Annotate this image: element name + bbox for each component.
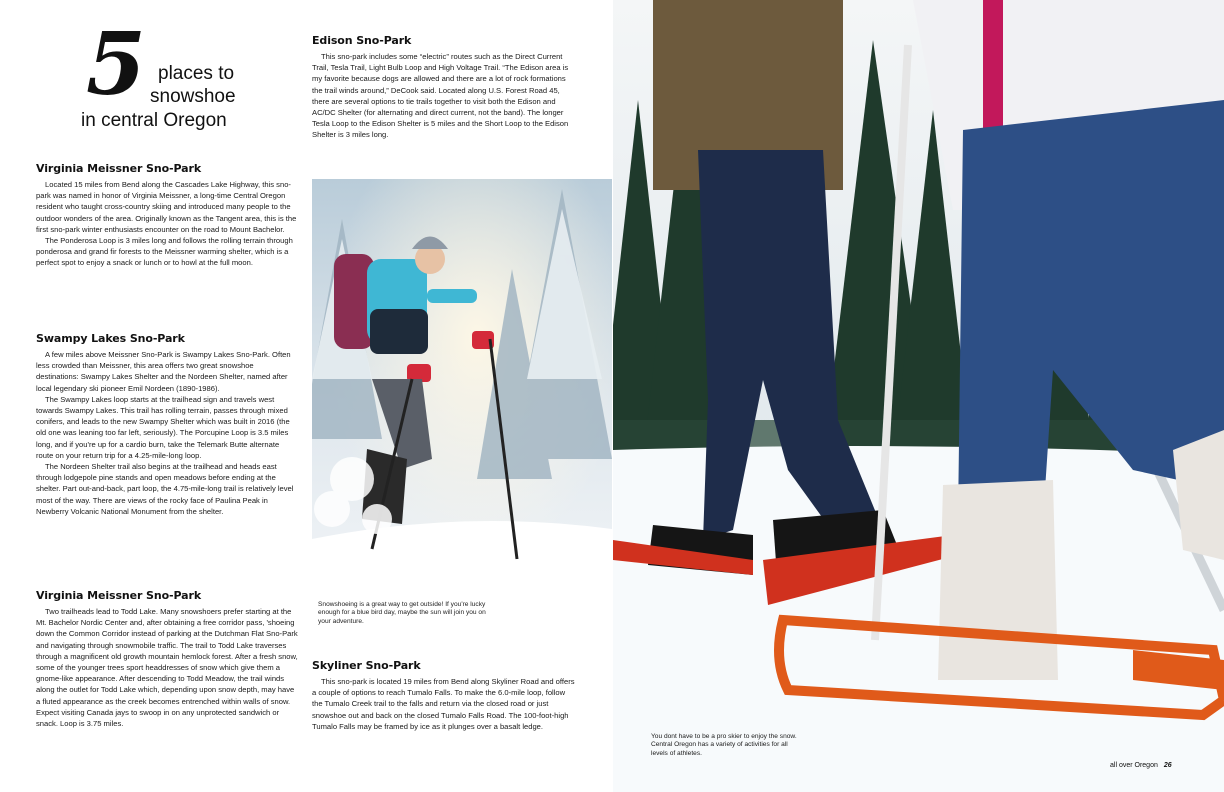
- section-heading: Edison Sno-Park: [312, 34, 412, 47]
- section-paragraph: This sno-park is located 19 miles from Bend along Skyliner Road and offers a couple of options to reach Tumalo Falls. To make the 6.0-mile loop, follow the Tumalo Creek trail to the falls and return via the closed road or just snowshoe out and back on the closed Tumalo Falls Road. The 100-foot-high Tumalo Falls may be framed by ice as it plunges over a basalt ledge.: [312, 677, 575, 731]
- section-heading: Swampy Lakes Sno-Park: [36, 332, 185, 345]
- section-virginia-meissner: [36, 162, 298, 269]
- section-heading: Virginia Meissner Sno-Park: [36, 589, 202, 602]
- title-line-1: places to: [158, 63, 235, 84]
- section-paragraph: Two trailheads lead to Todd Lake. Many snowshoers prefer starting at the Mt. Bachelor Nordic Center and, after obtaining a free corridor pass, 'shoeing down the Common Corridor instead of parking at the Dutchman Flat Sno-Park and navigating through snowmobile traffic. The trail to Todd Lake traverses through a magnificent old growth mountain hemlock forest. After a fresh snow, some of the younger trees sport headdresses of snow which give them a gnome-like appearance. After descending to Todd Meadow, the trail winds along the outlet for Todd Lake which, depending upon snow depth, may have a fluted appearance as the creek becomes entrenched within walls of snow. Expect visiting Canada jays to swoop in on any unprotected sandwich or snack. Loop is 3.75 miles.: [36, 607, 298, 729]
- section-paragraph: This sno-park includes some “electric” routes such as the Direct Current Trail, Tesla Trail, Light Bulb Loop and High Voltage Trail. “The Edison area is my favorite because dogs are allowed and there are a lot of rock formations the trail winds around,” DeCook said. Located along U.S. Forest Road 45, there are several options to tie trails together to visit both the Edison and AC/DC Shelter (for alternating and direct current, not the band). The longer Tesla Loop to the Edison Shelter is 5 miles and the Short Loop to the Edison Shelter is 3 miles long.: [312, 52, 569, 140]
- section-skyliner: [312, 659, 576, 732]
- photo-caption-right: You dont have to be a pro skier to enjoy the snow. Central Oregon has a variety of activities for all levels of athletes.: [651, 733, 797, 757]
- section-paragraph: A few miles above Meissner Sno-Park is Swampy Lakes Sno-Park. Often less crowded than Meissner, this area offers two great snowshoe destinations: Swampy Lakes Shelter and the Nordeen Shelter, named after local legendary ski pioneer Emil Nordeen (1890-1986).: [36, 350, 291, 393]
- page-number: 26: [1163, 762, 1172, 769]
- section-paragraph: The Ponderosa Loop is 3 miles long and follows the rolling terrain through ponderosa and grand fir forests to the Meissner warming shelter, which is a perfect spot to enjoy a snack or lunch or to howl at the full moon.: [36, 236, 293, 268]
- section-paragraph: The Nordeen Shelter trail also begins at the trailhead and heads east through lodgepole pine stands and open meadows before ending at the shelter. Part out-and-back, part loop, the 4.75-mile-long trail is relatively level most of the way. There are views of the rocky face of Paulina Peak in Newberry Volcanic National Monument from the shelter.: [36, 462, 294, 516]
- snowshoe-legs-illustration: [613, 0, 1224, 792]
- section-edison: [312, 34, 576, 141]
- section-paragraph: Located 15 miles from Bend along the Cascades Lake Highway, this sno-park was named in honor of Virginia Meissner, a long-time Central Oregon resident who taught cross-country skiing and introduced many people to the outdoor wonders of the area. Originally known as the Tangent area, this is the first sno-park winter enthusiasts encounter on the road to Mount Bachelor.: [36, 180, 297, 234]
- snowshoer-illustration: [312, 179, 612, 629]
- title-line-3: in central Oregon: [81, 110, 227, 131]
- snowshoe-legs-photo: [613, 0, 1224, 792]
- title-line-2: snowshoe: [150, 86, 236, 107]
- snowshoer-photo: [312, 179, 612, 629]
- section-paragraph: The Swampy Lakes loop starts at the trailhead sign and travels west towards Swampy Lakes. This trail has rolling terrain, passes through mixed conifers, and leads to the new Swampy Shelter which was built in 2016 (the old one was leaning too far left, seriously). The Porcupine Loop is 3.5 miles long, and if you're up for a cardio burn, take the Telemark Butte alternate route on your return trip for a 4.25-mile-long loop.: [36, 394, 290, 460]
- page-footer: [1110, 762, 1172, 769]
- title-number: 5: [86, 14, 146, 115]
- photo-caption-middle: Snowshoeing is a great way to get outside! If you're lucky enough for a blue bird day, maybe the sun will join you on your adventure.: [318, 601, 486, 625]
- section-todd-lake: [36, 589, 298, 729]
- section-swampy-lakes: [36, 332, 298, 517]
- publication-name: all over Oregon: [1110, 762, 1158, 769]
- section-heading: Skyliner Sno-Park: [312, 659, 421, 672]
- section-heading: Virginia Meissner Sno-Park: [36, 162, 202, 175]
